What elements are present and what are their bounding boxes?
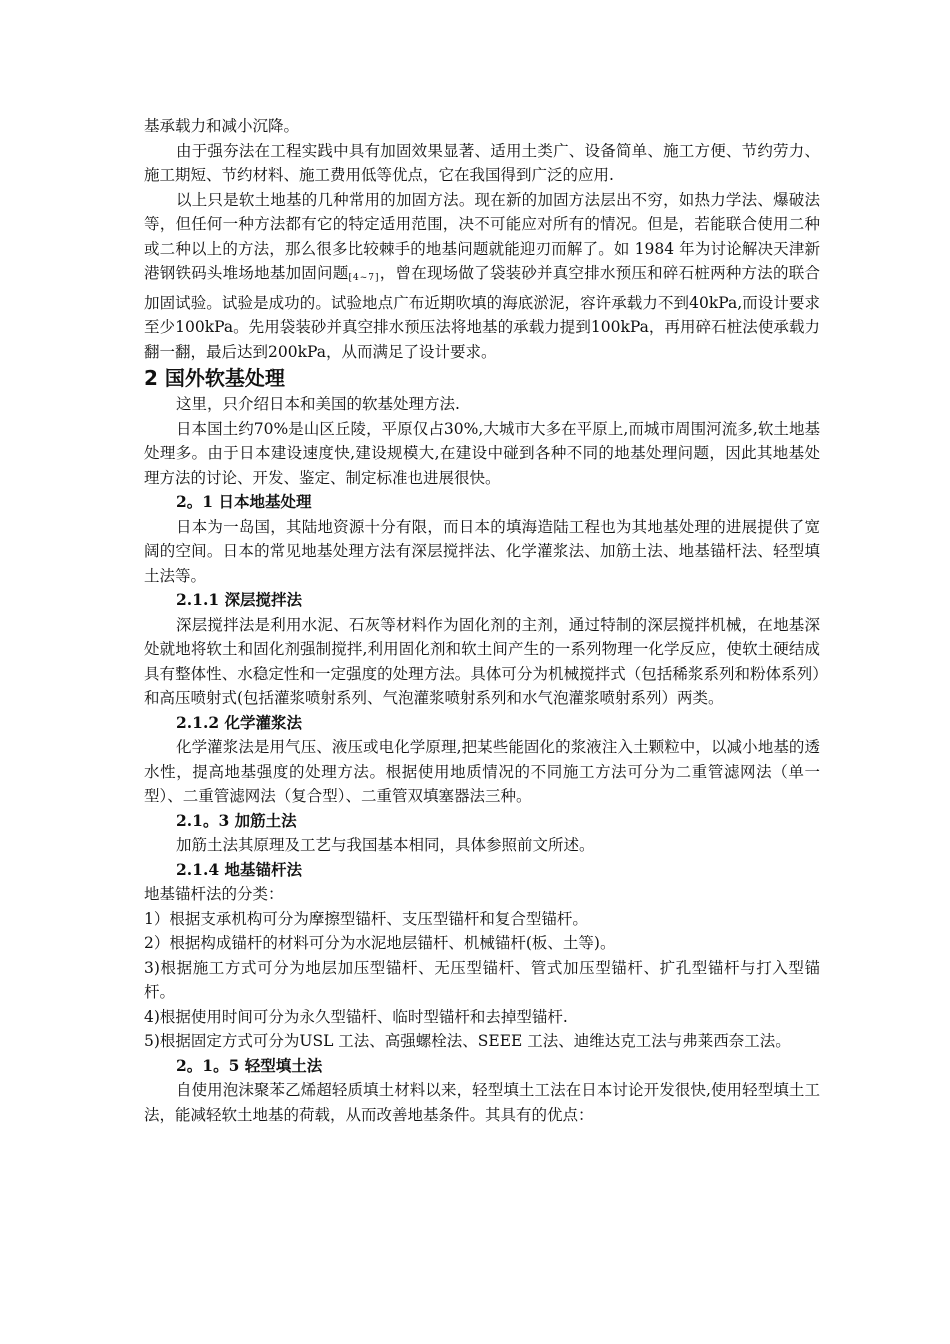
subsection-heading: 2.1.4 地基锚杆法 (176, 859, 303, 879)
paragraph: 这里，只介绍日本和美国的软基处理方法. (176, 395, 460, 413)
subsection-heading: 2.1.2 化学灌浆法 (176, 712, 303, 732)
list-item: 2）根据构成锚杆的材料可分为水泥地层锚杆、机械锚杆(板、土等)。 (144, 934, 616, 952)
paragraph (144, 188, 820, 365)
list-item: 3)根据施工方式可分为地层加压型锚杆、无压型锚杆、管式加压型锚杆、扩孔型锚杆与打入型锚杆。 (144, 958, 820, 1001)
paragraph: 由于强夯法在工程实践中具有加固效果显著、适用土类广、设备简单、施工方便、节约劳力、施工期短、节约材料、施工费用低等优点，它在我国得到广泛的应用. (144, 141, 820, 184)
list-item: 1）根据支承机构可分为摩擦型锚杆、支压型锚杆和复合型锚杆。 (144, 909, 588, 928)
document-page (144, 114, 820, 1127)
citation-reference: [4~7] (348, 273, 380, 283)
list-item: 5)根据固定方式可分为USL 工法、高强螺栓法、SEEE 工法、迪维达克工法与弗莱西奈工法。 (144, 1032, 791, 1050)
paragraph: 日本国土约70%是山区丘陵，平原仅占30%,大城市大多在平原上,而城市周围河流多,软土地基处理多。由于日本建设速度快,建设规模大,在建设中碰到各种不同的地基处理问题，因此其地基处理方法的讨论、开发、鉴定、制定标准也进展很快。 (144, 419, 820, 487)
paragraph: 地基锚杆法的分类： (144, 885, 284, 903)
paragraph: 自使用泡沫聚苯乙烯超轻质填土材料以来，轻型填土工法在日本讨论开发很快,使用轻型填土工法，能减轻软土地基的荷载，从而改善地基条件。其具有的优点： (144, 1081, 820, 1124)
paragraph-text: ，曾在现场做了袋装砂并真空排水预压和碎石桩两种方法的联合加固试验。试验是成功的。试验地点广布近期吹填的海底淤泥，容许承载力不到40kPa,而设计要求至少100kPa。先用袋装砂并真空排水预压法将地基的承载力提到100kPa，再用碎石桩法使承载力翻一翻，最后达到200kPa，从而满足了设计要求。 (144, 264, 820, 361)
subsection-heading: 2.1。3 加筋土法 (176, 810, 297, 830)
paragraph: 基承载力和减小沉降。 (144, 117, 300, 135)
paragraph: 深层搅拌法是利用水泥、石灰等材料作为固化剂的主剂，通过特制的深层搅拌机械，在地基深处就地将软土和固化剂强制搅拌,利用固化剂和软土间产生的一系列物理一化学反应，使软土硬结成具有整体性、水稳定性和一定强度的处理方法。具体可分为机械搅拌式（包括稀浆系列和粉体系列）和高压喷射式(包括灌浆喷射系列、气泡灌浆喷射系列和水气泡灌浆喷射系列）两类。 (144, 615, 820, 707)
paragraph-text: 以上只是软土地基的几种常用的加固方法。现在新的加固方法层出不穷，如热力学法、爆破法等，但任何一种方法都有它的特定适用范围，决不可能应对所有的情况。但是，若能联合使用二种或二种以上的方法，那么很多比较棘手的地基问题就能迎刃而解了。如 1984 年为讨论解决天津新港钢铁码头堆场地基加固问题 (144, 190, 820, 282)
paragraph: 日本为一岛国，其陆地资源十分有限，而日本的填海造陆工程也为其地基处理的进展提供了宽阔的空间。日本的常见地基处理方法有深层搅拌法、化学灌浆法、加筋土法、地基锚杆法、轻型填土法等。 (144, 517, 820, 585)
subsection-heading: 2。1。5 轻型填土法 (176, 1055, 323, 1075)
section-heading: 2 国外软基处理 (144, 366, 285, 390)
subsection-heading: 2.1.1 深层搅拌法 (176, 590, 303, 609)
subsection-heading: 2。1 日本地基处理 (176, 492, 312, 511)
list-item: 4)根据使用时间可分为永久型锚杆、临时型锚杆和去掉型锚杆. (144, 1007, 568, 1026)
paragraph: 化学灌浆法是用气压、液压或电化学原理,把某些能固化的浆液注入土颗粒中，以减小地基的透水性，提高地基强度的处理方法。根据使用地质情况的不同施工方法可分为二重管滤网法（单一型）、二重管滤网法（复合型）、二重管双填塞器法三种。 (144, 738, 820, 805)
paragraph: 加筋土法其原理及工艺与我国基本相同，具体参照前文所述。 (176, 836, 595, 854)
